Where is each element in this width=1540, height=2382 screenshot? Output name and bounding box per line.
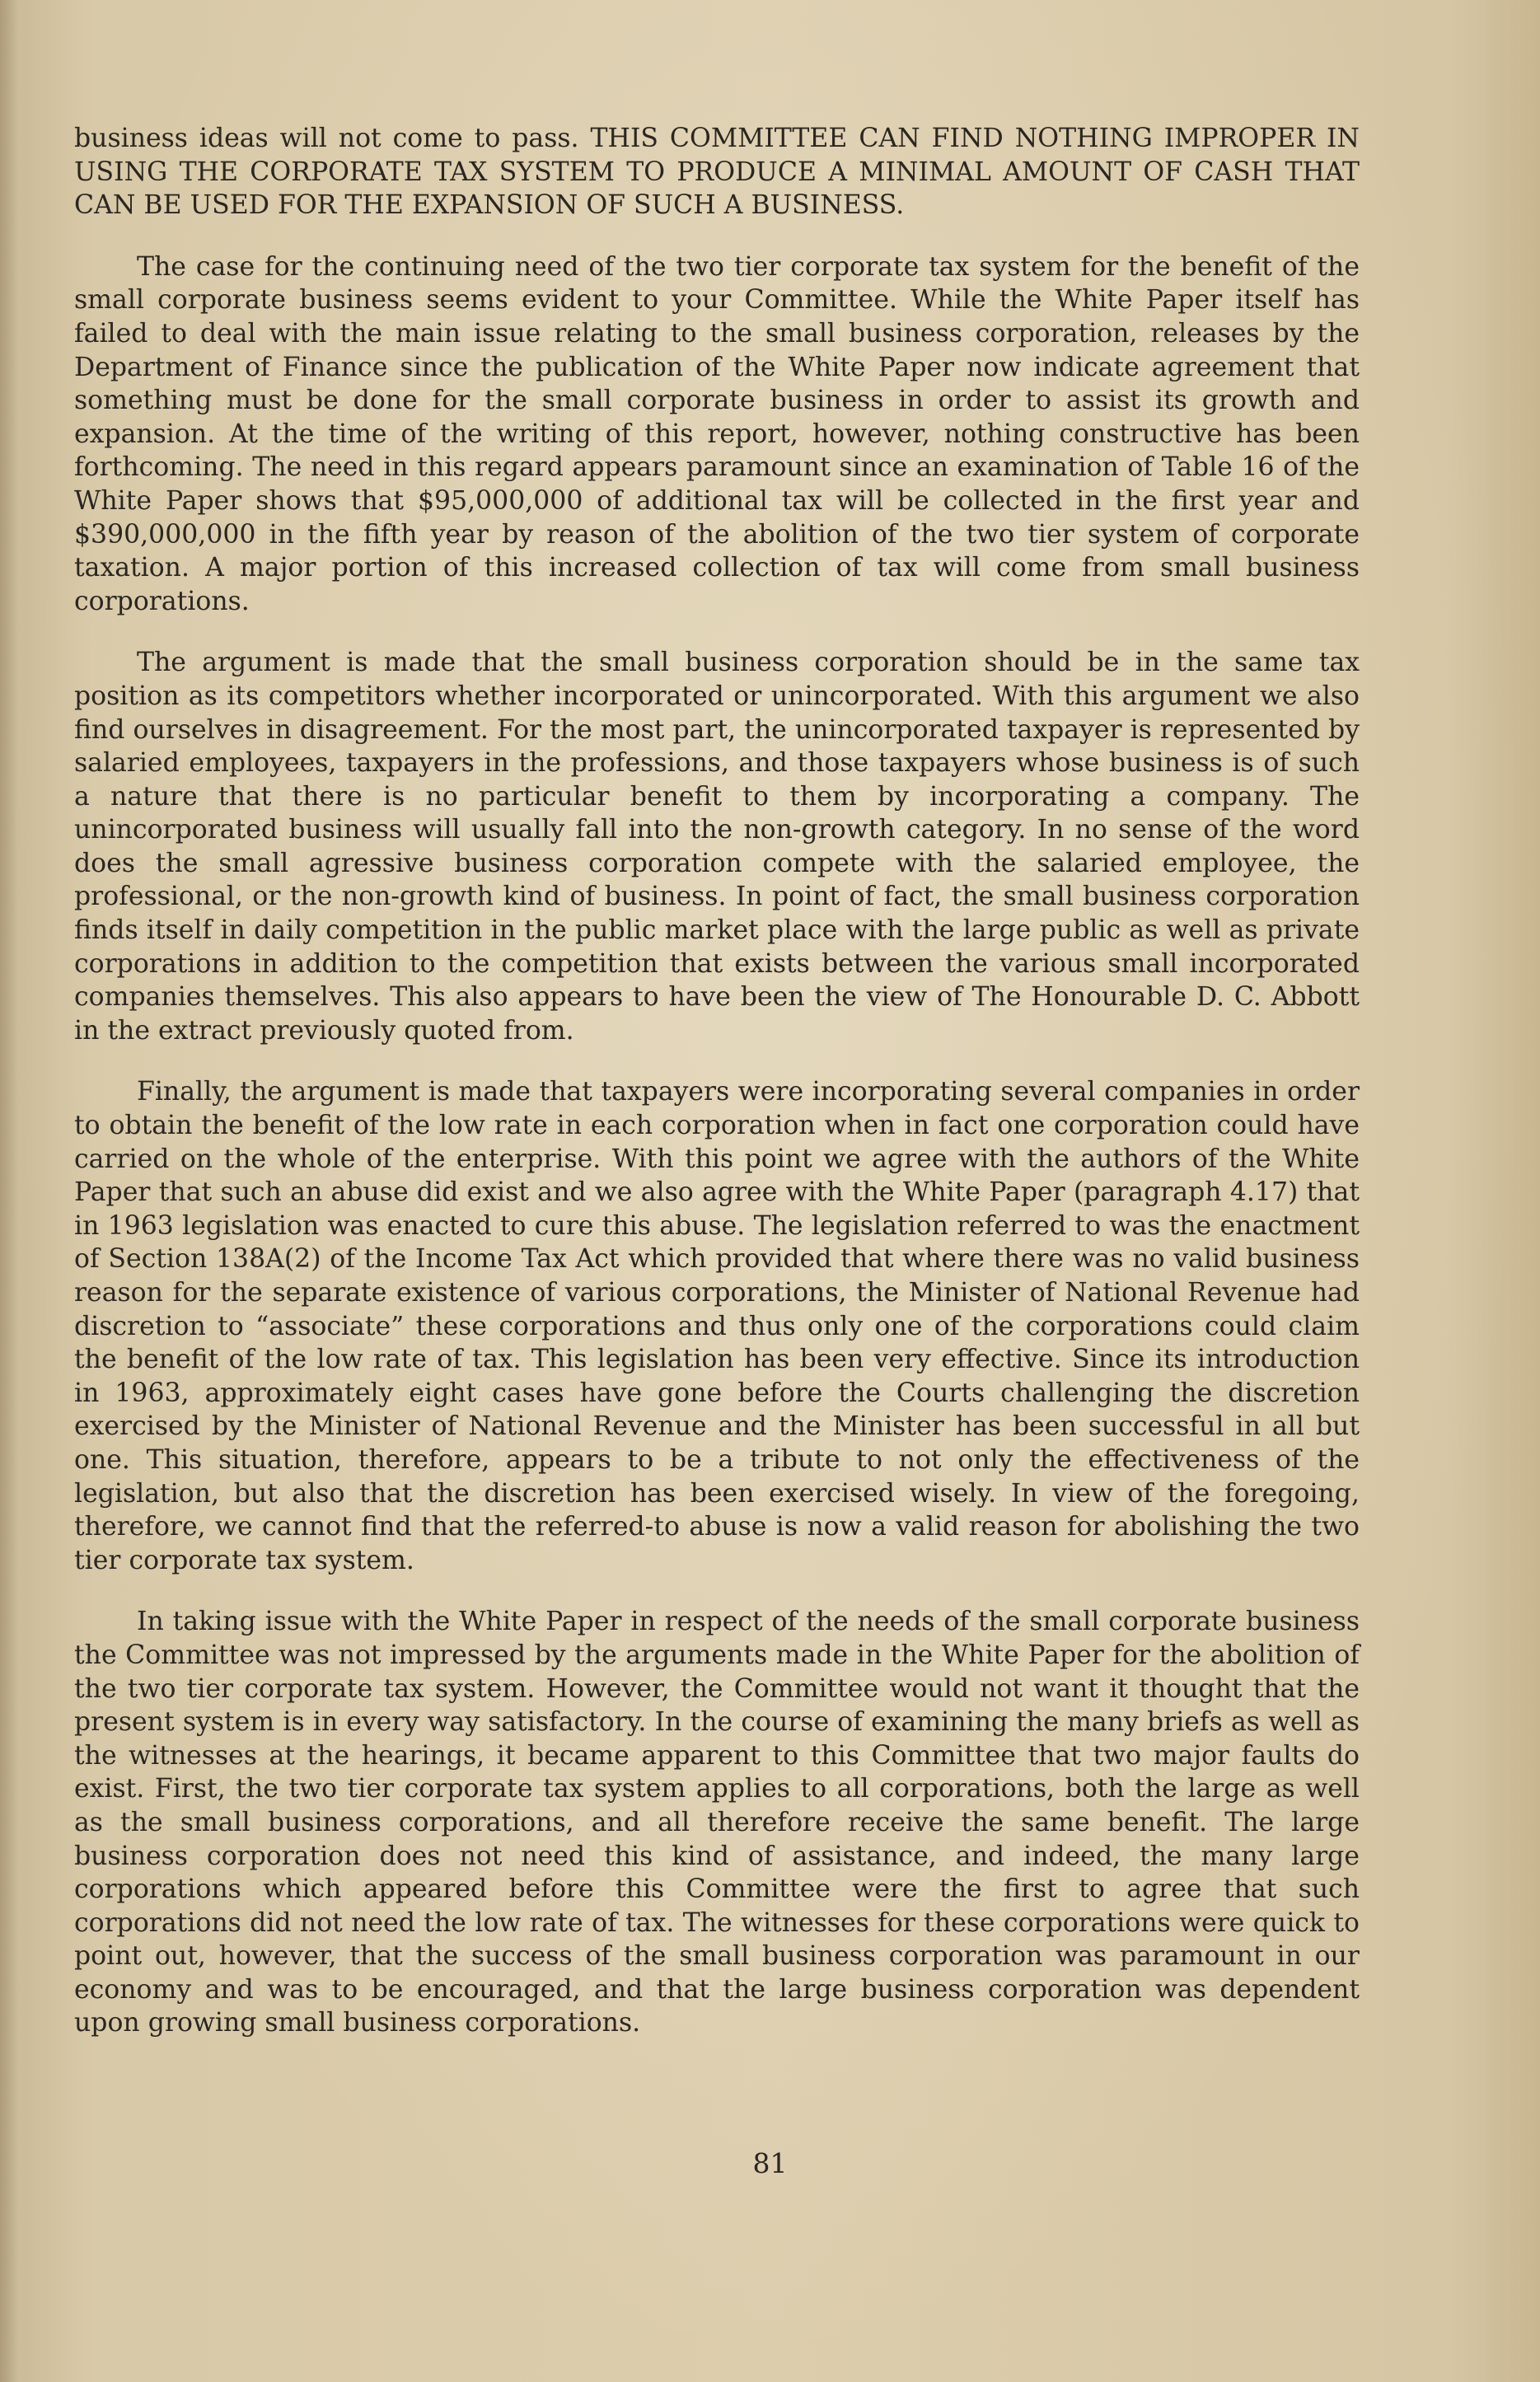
paragraph-competitors-argument: The argument is made that the small business corporation should be in the same tax position as its competitors whether incorporated or unincorporated. With this argument we also find ourselves in disagreement. For the most part, the unincorporated taxpayer is represented by salaried employees, taxpayers in the professions, and those taxpayers whose business is of such a nature that there is no particular benefit to them by incorporating a company. The unincorporated business will usually fall into the non-growth category. In no sense of the word does the small agressive business corporation compete with the salaried employee, the professional, or the non-growth kind of business. In point of fact, the small business corporation finds itself in daily competition in the public market place with the large public as well as private corporations in addition to the competition that exists between the various small incorporated companies themselves. This also appears to have been the view of The Honourable D. C. Abbott in the extract previously quoted from.	[74, 648, 1360, 1046]
paragraph-multiple-incorporation: Finally, the argument is made that taxpayers were incorporating several companies in order to obtain the benefit of the low rate in each corporation when in fact one corporation could have carried on the whole of the enterprise. With this point we agree with the authors of the White Paper that such an abuse did exist and we also agree with the White Paper (paragraph 4.17) that in 1963 legislation was enacted to cure this abuse. The legislation referred to was the enactment of Section 138A(2) of the Income Tax Act which provided that where there was no valid business reason for the separate existence of various corporations, the Minister of National Revenue had discretion to “associate” these corporations and thus only one of the corporations could claim the benefit of the low rate of tax. This legislation has been very effective. Since its introduction in 1963, approximately eight cases have gone before the Courts challenging the discretion exercised by the Minister of National Revenue and the Minister has been successful in all but one. This situation, therefore, appears to be a tribute to not only the effectiveness of the legislation, but also that the discretion has been exercised wisely. In view of the foregoing, therefore, we cannot find that the referred-to abuse is now a valid reason for abolishing the two tier corporate tax system.	[74, 1077, 1360, 1575]
page-number: 81	[752, 2147, 788, 2179]
body-text	[74, 122, 1360, 2068]
page-edge-shadow	[0, 0, 18, 2382]
paragraph-continuation: business ideas will not come to pass. THIS COMMITTEE CAN FIND NOTHING IMPROPER IN USING THE CORPORATE TAX SYSTEM TO PRODUCE A MINIMAL AMOUNT OF CASH THAT CAN BE USED FOR THE EXPANSION OF SUCH A BUSINESS.	[74, 124, 1360, 221]
paragraph-faults: In taking issue with the White Paper in respect of the needs of the small corporate business the Committee was not impressed by the arguments made in the White Paper for the abolition of the two tier corporate tax system. However, the Committee would not want it thought that the present system is in every way satisfactory. In the course of examining the many briefs as well as the witnesses at the hearings, it became apparent to this Committee that two major faults do exist. First, the two tier corporate tax system applies to all corporations, both the large as well as the small business corporations, and all therefore receive the same benefit. The large business corporation does not need this kind of assistance, and indeed, the many large corporations which appeared before this Committee were the first to agree that such corporations did not need the low rate of tax. The witnesses for these corporations were quick to point out, however, that the success of the small business corporation was paramount in our economy and was to be encouraged, and that the large business corporation was dependent upon growing small business corporations.	[74, 1607, 1360, 2038]
paragraph-two-tier-need: The case for the continuing need of the two tier corporate tax system for the benefit of the small corporate business seems evident to your Committee. While the White Paper itself has failed to deal with the main issue relating to the small business corporation, releases by the Department of Finance since the publication of the White Paper now indicate agreement that something must be done for the small corporate business in order to assist its growth and expansion. At the time of the writing of this report, however, nothing constructive has been forthcoming. The need in this regard appears paramount since an examination of Table 16 of the White Paper shows that $95,000,000 of additional tax will be collected in the first year and $390,000,000 in the fifth year by reason of the abolition of the two tier system of corporate taxation. A major portion of this increased collection of tax will come from small business corporations.	[74, 251, 1360, 616]
